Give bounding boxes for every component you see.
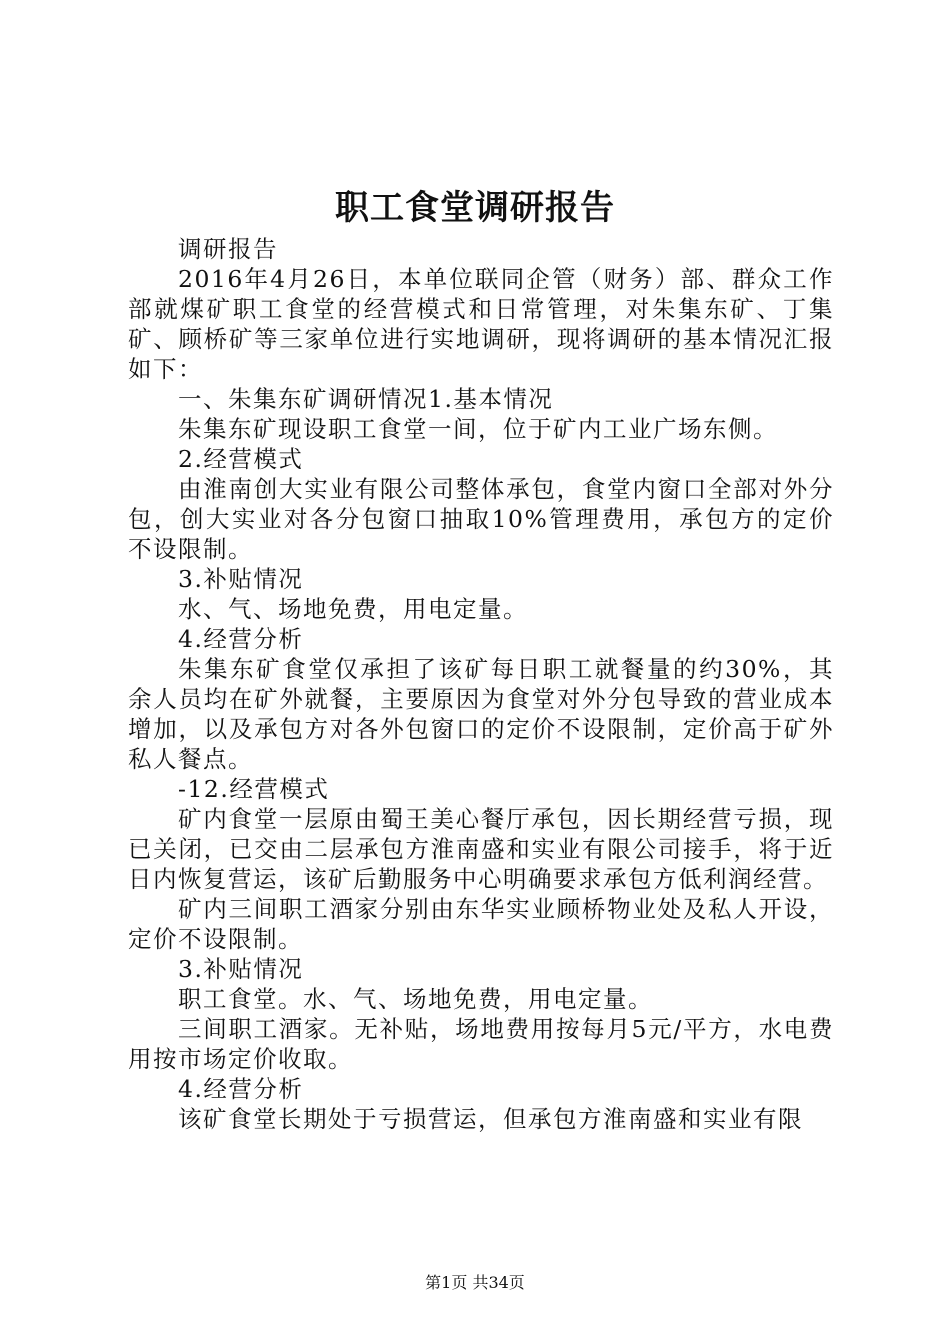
paragraph: 矿内三间职工酒家分别由东华实业顾桥物业处及私人开设，定价不设限制。 [128, 895, 834, 953]
paragraph: 三间职工酒家。无补贴，场地费用按每月5元/平方，水电费用按市场定价收取。 [128, 1015, 834, 1073]
subsection-heading: 4.经营分析 [178, 1075, 304, 1103]
paragraph: 职工食堂。水、气、场地免费，用电定量。 [178, 985, 653, 1013]
subsection-heading: 3.补贴情况 [178, 955, 304, 983]
subsection-heading: 3.补贴情况 [178, 565, 304, 593]
subsection-heading: 4.经营分析 [178, 625, 304, 653]
page-number-footer: 第1页 共34页 [425, 1273, 525, 1292]
paragraph: 朱集东矿食堂仅承担了该矿每日职工就餐量的约30%，其余人员均在矿外就餐，主要原因为食堂对外分包导致的营业成本增加，以及承包方对各外包窗口的定价不设限制，定价高于矿外私人餐点。 [128, 655, 834, 773]
subsection-heading: -12.经营模式 [178, 775, 330, 803]
paragraph: 2016年4月26日，本单位联同企管（财务）部、群众工作部就煤矿职工食堂的经营模式和日常管理，对朱集东矿、丁集矿、顾桥矿等三家单位进行实地调研，现将调研的基本情况汇报如下： [128, 265, 834, 383]
document-title: 职工食堂调研报告 [335, 188, 615, 228]
paragraph: 该矿食堂长期处于亏损营运，但承包方淮南盛和实业有限 [178, 1105, 803, 1133]
subsection-heading: 2.经营模式 [178, 445, 304, 473]
paragraph: 朱集东矿现设职工食堂一间，位于矿内工业广场东侧。 [178, 415, 778, 443]
paragraph: 水、气、场地免费，用电定量。 [178, 595, 528, 623]
paragraph: 由淮南创大实业有限公司整体承包，食堂内窗口全部对外分包，创大实业对各分包窗口抽取10%管理费用，承包方的定价不设限制。 [128, 475, 834, 563]
section-heading: 一、朱集东矿调研情况1.基本情况 [178, 385, 554, 413]
paragraph: 调研报告 [178, 235, 278, 263]
document-body [128, 234, 834, 1134]
paragraph: 矿内食堂一层原由蜀王美心餐厅承包，因长期经营亏损，现已关闭，已交由二层承包方淮南盛和实业有限公司接手，将于近日内恢复营运，该矿后勤服务中心明确要求承包方低利润经营。 [128, 805, 834, 893]
